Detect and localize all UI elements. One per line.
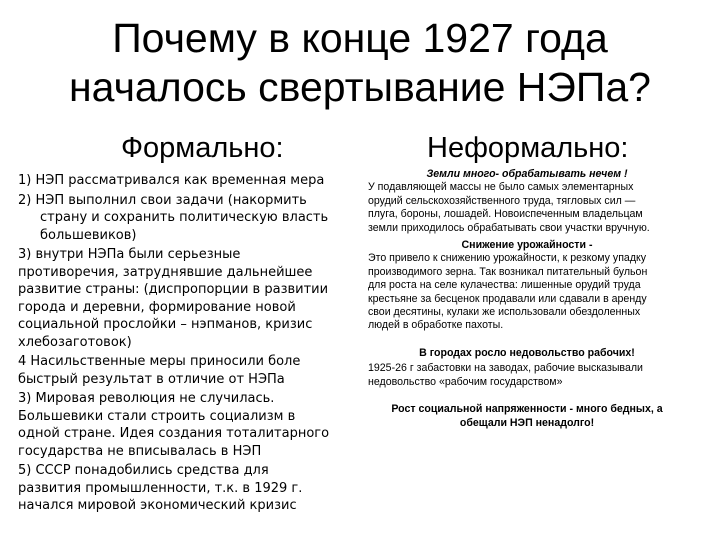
informal-reasons: [368, 168, 686, 440]
city-heading: В городах росло недовольство рабочих!: [419, 346, 635, 359]
yield-block: [368, 239, 686, 333]
yield-text: [368, 252, 686, 332]
formal-reason-item: [18, 462, 338, 515]
yield-text-line: Это привело к снижению урожайности, к резкому упадку: [368, 252, 647, 265]
formal-reason-line: развития промышленности, т.к. в 1929 г.: [18, 480, 303, 496]
formal-reason-item: [18, 353, 338, 388]
yield-text-line: людей в обработке пахоты.: [368, 319, 504, 332]
land-heading: Земли много- обрабатывать нечем !: [426, 168, 628, 180]
title-line-1: Почему в конце 1927 года: [112, 15, 608, 61]
formal-reason-line: города и деревни, формирование новой: [18, 299, 296, 315]
formal-reason-line: 4 Насильственные меры приносили боле: [18, 354, 301, 369]
social-text: [368, 403, 686, 430]
city-block: [368, 347, 686, 389]
yield-text-line: для роста на селе кулачества: лишенные орудий труда: [368, 279, 641, 292]
formal-reasons-list: [18, 172, 338, 517]
formal-reason-line: 1) НЭП рассматривался как временная мера: [18, 173, 325, 188]
formal-reason-line: государства не вписывалась в НЭП: [18, 443, 262, 459]
page-title: [0, 14, 720, 112]
city-text: [368, 362, 686, 389]
formal-reason-line: быстрый результат в отличие от НЭПа: [18, 371, 285, 387]
yield-heading: Снижение урожайности -: [461, 239, 593, 252]
formal-reason-line: одной стране. Идея создания тоталитарного: [18, 426, 330, 441]
formal-reason-item: [18, 172, 338, 190]
formal-reason-line: 5) СССР понадобились средства для: [18, 463, 269, 478]
formal-reason-item: [18, 390, 338, 460]
formal-reason-line: 2) НЭП выполнил свои задачи (накормить: [18, 192, 307, 208]
formal-reason-item: [18, 246, 338, 351]
formal-reason-line: большевиков): [40, 227, 137, 243]
formal-reason-line: 3) внутри НЭПа были серьезные: [18, 247, 241, 262]
yield-text-line: крестьяне за бесценок продавали или сдавали в аренду: [368, 292, 647, 305]
informal-heading: Неформально:: [427, 132, 629, 164]
formal-reason-item: [18, 192, 338, 245]
title-line-2: началось свертывание НЭПа?: [69, 64, 651, 110]
land-text-line: орудий сельскохозяйственного труда, тягловых сил —: [368, 194, 636, 207]
formal-reason-line: Большевики стали строить социализм в: [18, 408, 296, 424]
formal-reason-line: страну и сохранить политическую власть: [40, 210, 329, 225]
city-text-line: 1925-26 г забастовки на заводах, рабочие высказывали: [368, 362, 643, 375]
land-block: [368, 168, 686, 235]
formal-reason-line: хлебозаготовок): [18, 334, 132, 350]
city-text-line: недовольство «рабочим государством»: [368, 375, 563, 388]
formal-reason-line: начался мировой экономический кризис: [18, 498, 297, 513]
social-text-line: Рост социальной напряженности - много бедных, а: [391, 403, 663, 416]
formal-reason-line: развитие страны: (диспропорции в развитии: [18, 282, 329, 297]
social-text-line: обещали НЭП ненадолго!: [459, 416, 595, 429]
formal-reason-line: 3) Мировая революция не случилась.: [18, 391, 275, 406]
land-text: [368, 181, 686, 235]
land-text-line: У подавляющей массы не было самых элементарных: [368, 181, 634, 194]
formal-reason-line: социальной прослойки – нэпманов, кризис: [18, 317, 313, 332]
yield-text-line: свои десятины, кулаки же использовали обездоленных: [368, 306, 641, 319]
formal-reason-line: противоречия, затруднявшие дальнейшее: [18, 264, 313, 280]
land-text-line: плуга, бороны, лошадей. Новоиспеченным владельцам: [368, 208, 643, 221]
social-block: [368, 403, 686, 430]
land-text-line: земли приходилось обрабатывать свои участки вручную.: [368, 221, 650, 234]
formal-heading: Формально:: [121, 132, 284, 164]
yield-text-line: производимого зерна. Так возникал питательный бульон: [368, 265, 648, 278]
